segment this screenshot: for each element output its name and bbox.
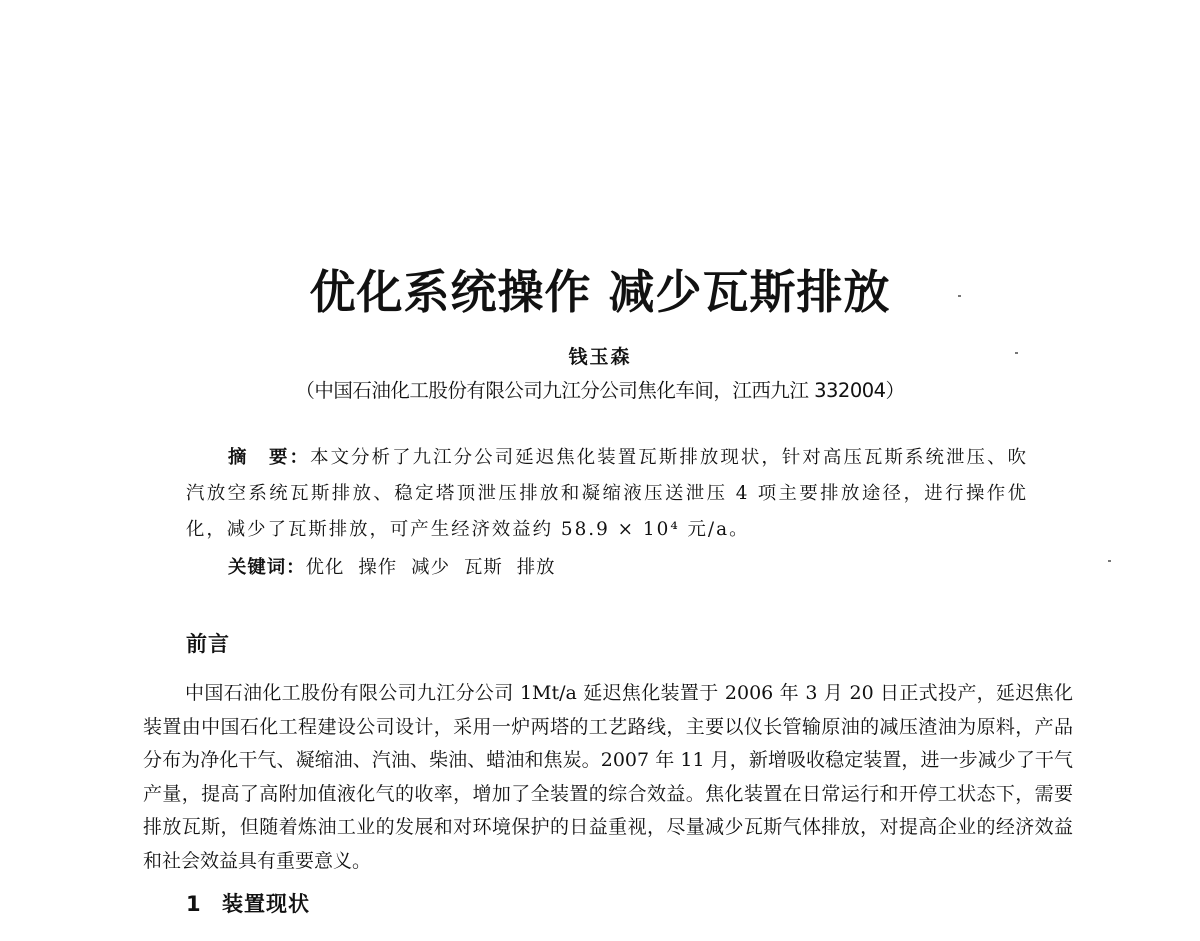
abstract [186,440,1028,548]
scan-speck [1015,352,1018,354]
keywords [186,550,1028,586]
abstract-block [186,440,1028,586]
author-name: 钱玉森 [568,346,632,368]
keywords-label: 关键词： [228,557,306,578]
paper-title: 优化系统操作 减少瓦斯排放 [309,265,891,319]
section-1-number: 1 [186,892,202,916]
section-1-title: 装置现状 [222,892,310,916]
keyword: 减少 [411,557,450,578]
keyword: 瓦斯 [463,557,503,578]
abstract-label: 摘 要： [228,447,311,468]
preface-paragraph: 中国石油化工股份有限公司九江分公司 1Mt/a 延迟焦化装置于 2006 年 3 月 20 日正式投产，延迟焦化装置由中国石化工程建设公司设计，采用一炉两塔的工艺路线，主要以仪长管输原油的减压渣油为原料，产品分布为净化干气、凝缩油、汽油、柴油、蜡油和焦炭。2007 年 11 月，新增吸收稳定装置，进一步减少了干气产量，提高了高附加值液化气的收率，增加了全装置的综合效益。焦化装置在日常运行和开停工状态下，需要排放瓦斯，但随着炼油工业的发展和对环境保护的日益重视，尽量减少瓦斯气体排放，对提高企业的经济效益和社会效益具有重要意义。 [143,682,1073,872]
section-1-heading [186,888,310,918]
keyword: 优化 [305,557,345,578]
preface-heading: 前言 [186,632,230,656]
abstract-text: 本文分析了九江分公司延迟焦化装置瓦斯排放现状，针对高压瓦斯系统泄压、吹汽放空系统瓦斯排放、稳定塔顶泄压排放和凝缩液压送泄压 4 项主要排放途径，进行操作优化，减少了瓦斯排放，可产生经济效益约 58.9 × 10⁴ 元/a。 [186,447,1028,540]
scan-speck [1108,560,1111,562]
keyword: 排放 [516,557,556,578]
scan-speck [958,295,961,297]
keyword: 操作 [358,557,398,578]
author-affiliation: （中国石油化工股份有限公司九江分公司焦化车间，江西九江 332004） [295,379,905,402]
